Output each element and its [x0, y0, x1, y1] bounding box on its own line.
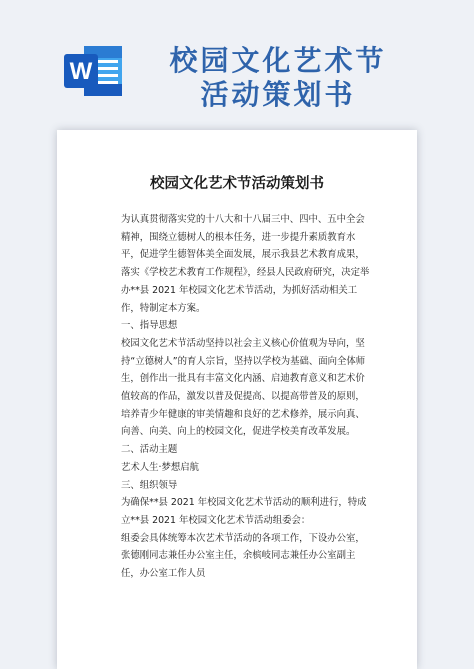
banner	[0, 0, 474, 120]
logo-letter: W	[69, 58, 93, 85]
section-heading-theme: 二、活动主题	[121, 444, 178, 456]
word-icon	[62, 40, 124, 102]
paragraph-committee: 为确保**县 2021 年校园文化艺术节活动的顺利进行，特成立**县 2021 年校园文化艺术节活动组委会：	[121, 497, 367, 526]
document-body	[121, 211, 373, 583]
section-heading-leadership: 三、组织领导	[121, 479, 178, 491]
banner-title-line2: 活动策划书	[200, 78, 356, 111]
banner-title-line1: 校园文化艺术节	[169, 44, 387, 77]
banner-title	[148, 44, 408, 112]
document-title: 校园文化艺术节活动策划书	[150, 176, 324, 192]
paragraph-theme: 艺术人生·梦想启航	[121, 461, 199, 473]
paragraph-office: 组委会具体统筹本次艺术节活动的各项工作，下设办公室，张德刚同志兼任办公室主任，余槟岐同志兼任办公室副主任，办公室工作人员	[121, 532, 365, 580]
paragraph-intro: 为认真贯彻落实党的十八大和十八届三中、四中、五中全会精神，围绕立德树人的根本任务，进一步提升素质教育水平，促进学生德智体美全面发展，展示我县艺术教育成果，落实《学校艺术教育工作规程》，经县人民政府研究，决定举办**县 2021 年校园文化艺术节活动，为抓好活动相关工作，特制定本方案。	[121, 214, 370, 314]
paragraph-guiding-ideology: 校园文化艺术节活动坚持以社会主义核心价值观为导向，坚持“立德树人”的育人宗旨，坚持以学校为基础、面向全体师生，创作出一批具有丰富文化内涵、启迪教育意义和艺术价值较高的作品，激发以普及促提高、以提高带普及的原则，培养青少年健康的审美情趣和良好的艺术修养，展示向真、向善、向美、向上的校园文化，促进学校美育改革发展。	[121, 337, 366, 438]
section-heading-guiding-ideology: 一、指导思想	[121, 320, 178, 332]
document-page	[57, 130, 417, 669]
